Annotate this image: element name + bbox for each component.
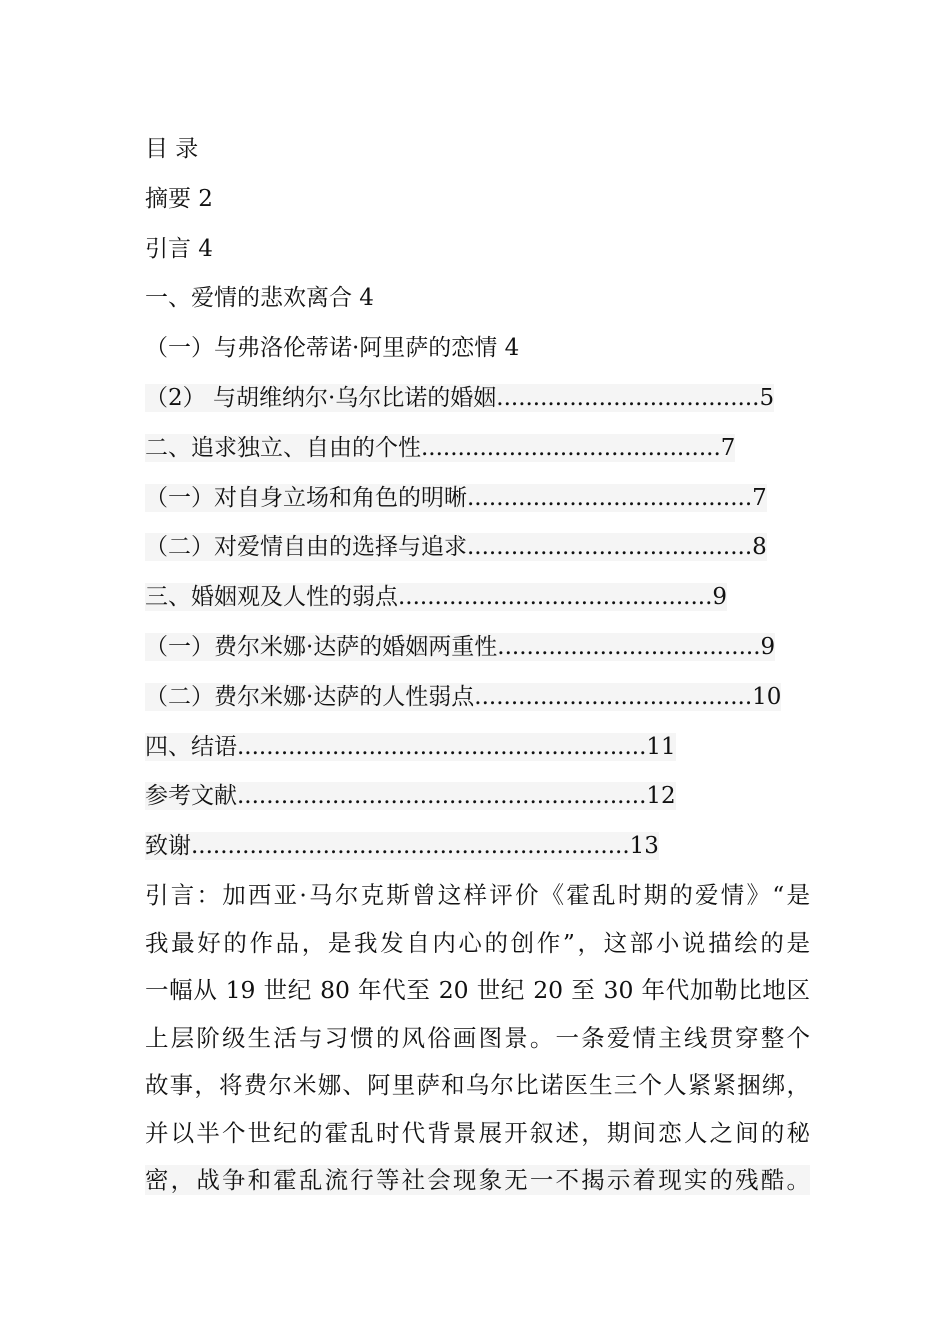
toc-entry-text: （一）费尔米娜·达萨的婚姻两重性....................................9 xyxy=(145,633,776,660)
toc-entry[interactable] xyxy=(145,821,825,871)
paragraph-line xyxy=(145,872,810,920)
toc-title-text: 目 录 xyxy=(145,136,199,162)
paragraph-line-text: 上层阶级生活与习惯的风俗画图景。一条爱情主线贯穿整个 xyxy=(145,1023,810,1052)
toc-entry-text: （一）对自身立场和角色的明晰.......................................7 xyxy=(145,484,767,511)
toc-entry-text: （二）费尔米娜·达萨的人性弱点......................................10 xyxy=(145,683,782,710)
toc-entry[interactable] xyxy=(145,373,825,423)
paragraph-line xyxy=(145,1062,810,1110)
toc-entry-text: 一、爱情的悲欢离合 4 xyxy=(145,285,374,312)
paragraph-line xyxy=(145,920,810,968)
toc-entry[interactable] xyxy=(145,224,825,274)
toc-entry-text: 三、婚姻观及人性的弱点...........................................9 xyxy=(145,584,728,611)
toc-entry[interactable] xyxy=(145,522,825,572)
toc-entry[interactable] xyxy=(145,423,825,473)
toc-entry-text: 摘要 2 xyxy=(145,185,213,212)
paragraph-line-text: 并以半个世纪的霍乱时代背景展开叙述，期间恋人之间的秘 xyxy=(145,1118,810,1147)
toc-entry[interactable] xyxy=(145,323,825,373)
toc-entry[interactable] xyxy=(145,622,825,672)
paragraph-line-text: 一幅从 19 世纪 80 年代至 20 世纪 20 至 30 年代加勒比地区 xyxy=(145,976,810,1004)
toc-entry-text: 致谢............................................................13 xyxy=(145,833,659,860)
table-of-contents xyxy=(145,124,825,871)
paragraph-line-text: 引言：加西亚·马尔克斯曾这样评价《霍乱时期的爱情》“是 xyxy=(145,881,810,909)
paragraph-line xyxy=(145,1157,810,1205)
paragraph-line-text: 我最好的作品，是我发自内心的创作”，这部小说描绘的是 xyxy=(145,928,810,957)
toc-entry-text: 二、追求独立、自由的个性.........................................7 xyxy=(145,434,736,461)
toc-entry-text: 引言 4 xyxy=(145,235,213,262)
toc-title xyxy=(145,124,825,174)
toc-entry-text: 参考文献........................................................12 xyxy=(145,783,676,810)
paragraph-line xyxy=(145,1110,810,1158)
toc-entry[interactable] xyxy=(145,273,825,323)
toc-entry[interactable] xyxy=(145,672,825,722)
paragraph-line xyxy=(145,1015,810,1063)
toc-entry[interactable] xyxy=(145,174,825,224)
introduction-paragraph xyxy=(145,872,810,1205)
paragraph-line-text: 密，战争和霍乱流行等社会现象无一不揭示着现实的残酷。 xyxy=(145,1166,810,1194)
toc-entry[interactable] xyxy=(145,473,825,523)
toc-entry-text: 四、结语........................................................11 xyxy=(145,733,676,760)
toc-entry-text: （2） 与胡维纳尔·乌尔比诺的婚姻....................................5 xyxy=(145,384,775,411)
toc-entry-text: （二）对爱情自由的选择与追求.......................................8 xyxy=(145,534,767,561)
paragraph-line xyxy=(145,967,810,1015)
toc-entry[interactable] xyxy=(145,722,825,772)
paragraph-line-text: 故事，将费尔米娜、阿里萨和乌尔比诺医生三个人紧紧捆绑， xyxy=(145,1071,810,1099)
toc-entry[interactable] xyxy=(145,572,825,622)
toc-entry-text: （一）与弗洛伦蒂诺·阿里萨的恋情 4 xyxy=(145,335,520,362)
toc-entry[interactable] xyxy=(145,771,825,821)
